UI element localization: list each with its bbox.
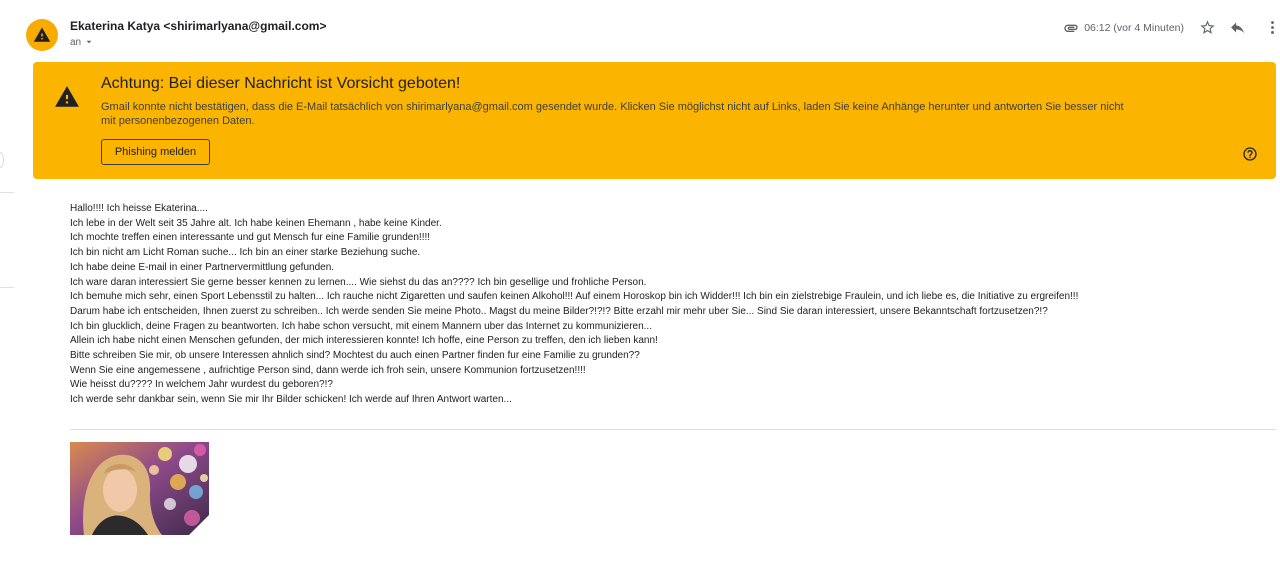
body-line: Wenn Sie eine angemessene , aufrichtige Person sind, dann werde ich froh sein, unsere Kommunion fortzusetzen!!!! <box>70 364 586 376</box>
body-line: Bitte schreiben Sie mir, ob unsere Interessen ahnlich sind? Mochtest du auch einen Partner finden fur eine Familie zu grunden?? <box>70 350 640 362</box>
warning-triangle-icon <box>54 84 80 110</box>
sender-avatar[interactable] <box>26 19 58 51</box>
reply-icon[interactable] <box>1227 17 1247 37</box>
attachments-divider <box>70 429 1276 430</box>
message-time: 06:12 (vor 4 Minuten) <box>1084 22 1184 34</box>
body-line: Ich ware daran interessiert Sie gerne besser kennen zu lernen.... Wie siehst du das an???? Ich bin gesellige und frohliche Person. <box>70 276 647 288</box>
chevron-down-icon[interactable] <box>85 38 93 46</box>
rail-handle[interactable] <box>0 150 4 170</box>
star-icon[interactable] <box>1197 17 1217 37</box>
body-line: Ich bin nicht am Licht Roman suche... Ich bin an einer starke Beziehung suche. <box>70 247 421 259</box>
body-line: Ich bin glucklich, deine Fragen zu beantworten. Ich habe schon versucht, mit einem Mannern uber das Internet zu kommunizieren... <box>70 320 652 332</box>
sender-name[interactable]: Ekaterina Katya <shirimarlyana@gmail.com> <box>70 19 327 33</box>
body-line: Hallo!!!! Ich heisse Ekaterina.... <box>70 203 208 214</box>
warning-text: Gmail konnte nicht bestätigen, dass die E-Mail tatsächlich von shirimarlyana@gmail.com gesendet wurde. Klicken Sie möglichst nicht auf Links, laden Sie keine Anhänge herunter und antworten Sie besser nicht mit personenbezogenen Daten. <box>101 101 1124 127</box>
body-line: Wie heisst du???? In welchem Jahr wurdest du geboren?!? <box>70 379 333 391</box>
body-line: Ich mochte treffen einen interessante und gut Mensch fur eine Familie grunden!!!! <box>70 232 431 244</box>
body-line: Ich bemuhe mich sehr, einen Sport Lebensstil zu halten... Ich rauche nicht Zigaretten und saufen keinen Alkohol!!! Auf einem Horoskop bin ich Widder!!! Ich bin ein zielstrebige Fraulein, und ich liebe es, die Initiative zu ergreifen!!! <box>70 291 1079 303</box>
body-line: Darum habe ich entscheiden, Ihnen zuerst zu schreiben.. Ich werde senden Sie meine Photo.. Magst du meine Bilder?!?!? Bitte erzahl mir mehr uber Sie... Sind Sie daran interessiert, unsere Bekanntschaft fortzusetzen?!? <box>70 305 1048 317</box>
rail-divider <box>0 287 14 288</box>
recipient-line[interactable] <box>70 37 93 48</box>
message-meta <box>1063 20 1184 36</box>
phishing-warning-banner <box>33 62 1276 179</box>
rail-divider <box>0 192 14 193</box>
more-vert-icon[interactable] <box>1262 17 1280 37</box>
body-line: Allein ich habe nicht einen Menschen gefunden, der mich interessieren konnte! Ich hoffe, eine Person zu treffen, den ich lieben kann! <box>70 335 658 347</box>
attachment-icon <box>1063 20 1079 36</box>
attachment-photo <box>70 442 209 535</box>
recipient-label: an <box>70 37 82 48</box>
body-line: Ich habe deine E-mail in einer Partnervermittlung gefunden. <box>70 261 335 273</box>
body-line: Ich werde sehr dankbar sein, wenn Sie mir Ihr Bilder schicken! Ich werde auf Ihren Antwort warten... <box>70 394 512 406</box>
image-attachment-thumbnail[interactable] <box>70 442 209 535</box>
help-circle-icon[interactable] <box>1242 146 1258 162</box>
warning-title: Achtung: Bei dieser Nachricht ist Vorsicht geboten! <box>101 75 461 92</box>
body-line: Ich lebe in der Welt seit 35 Jahre alt. Ich habe keinen Ehemann , habe keine Kinder. <box>70 217 442 229</box>
warning-triangle-icon <box>33 26 51 44</box>
message-body <box>70 202 1260 408</box>
report-phishing-button[interactable]: Phishing melden <box>101 139 210 165</box>
left-rail <box>0 0 14 563</box>
